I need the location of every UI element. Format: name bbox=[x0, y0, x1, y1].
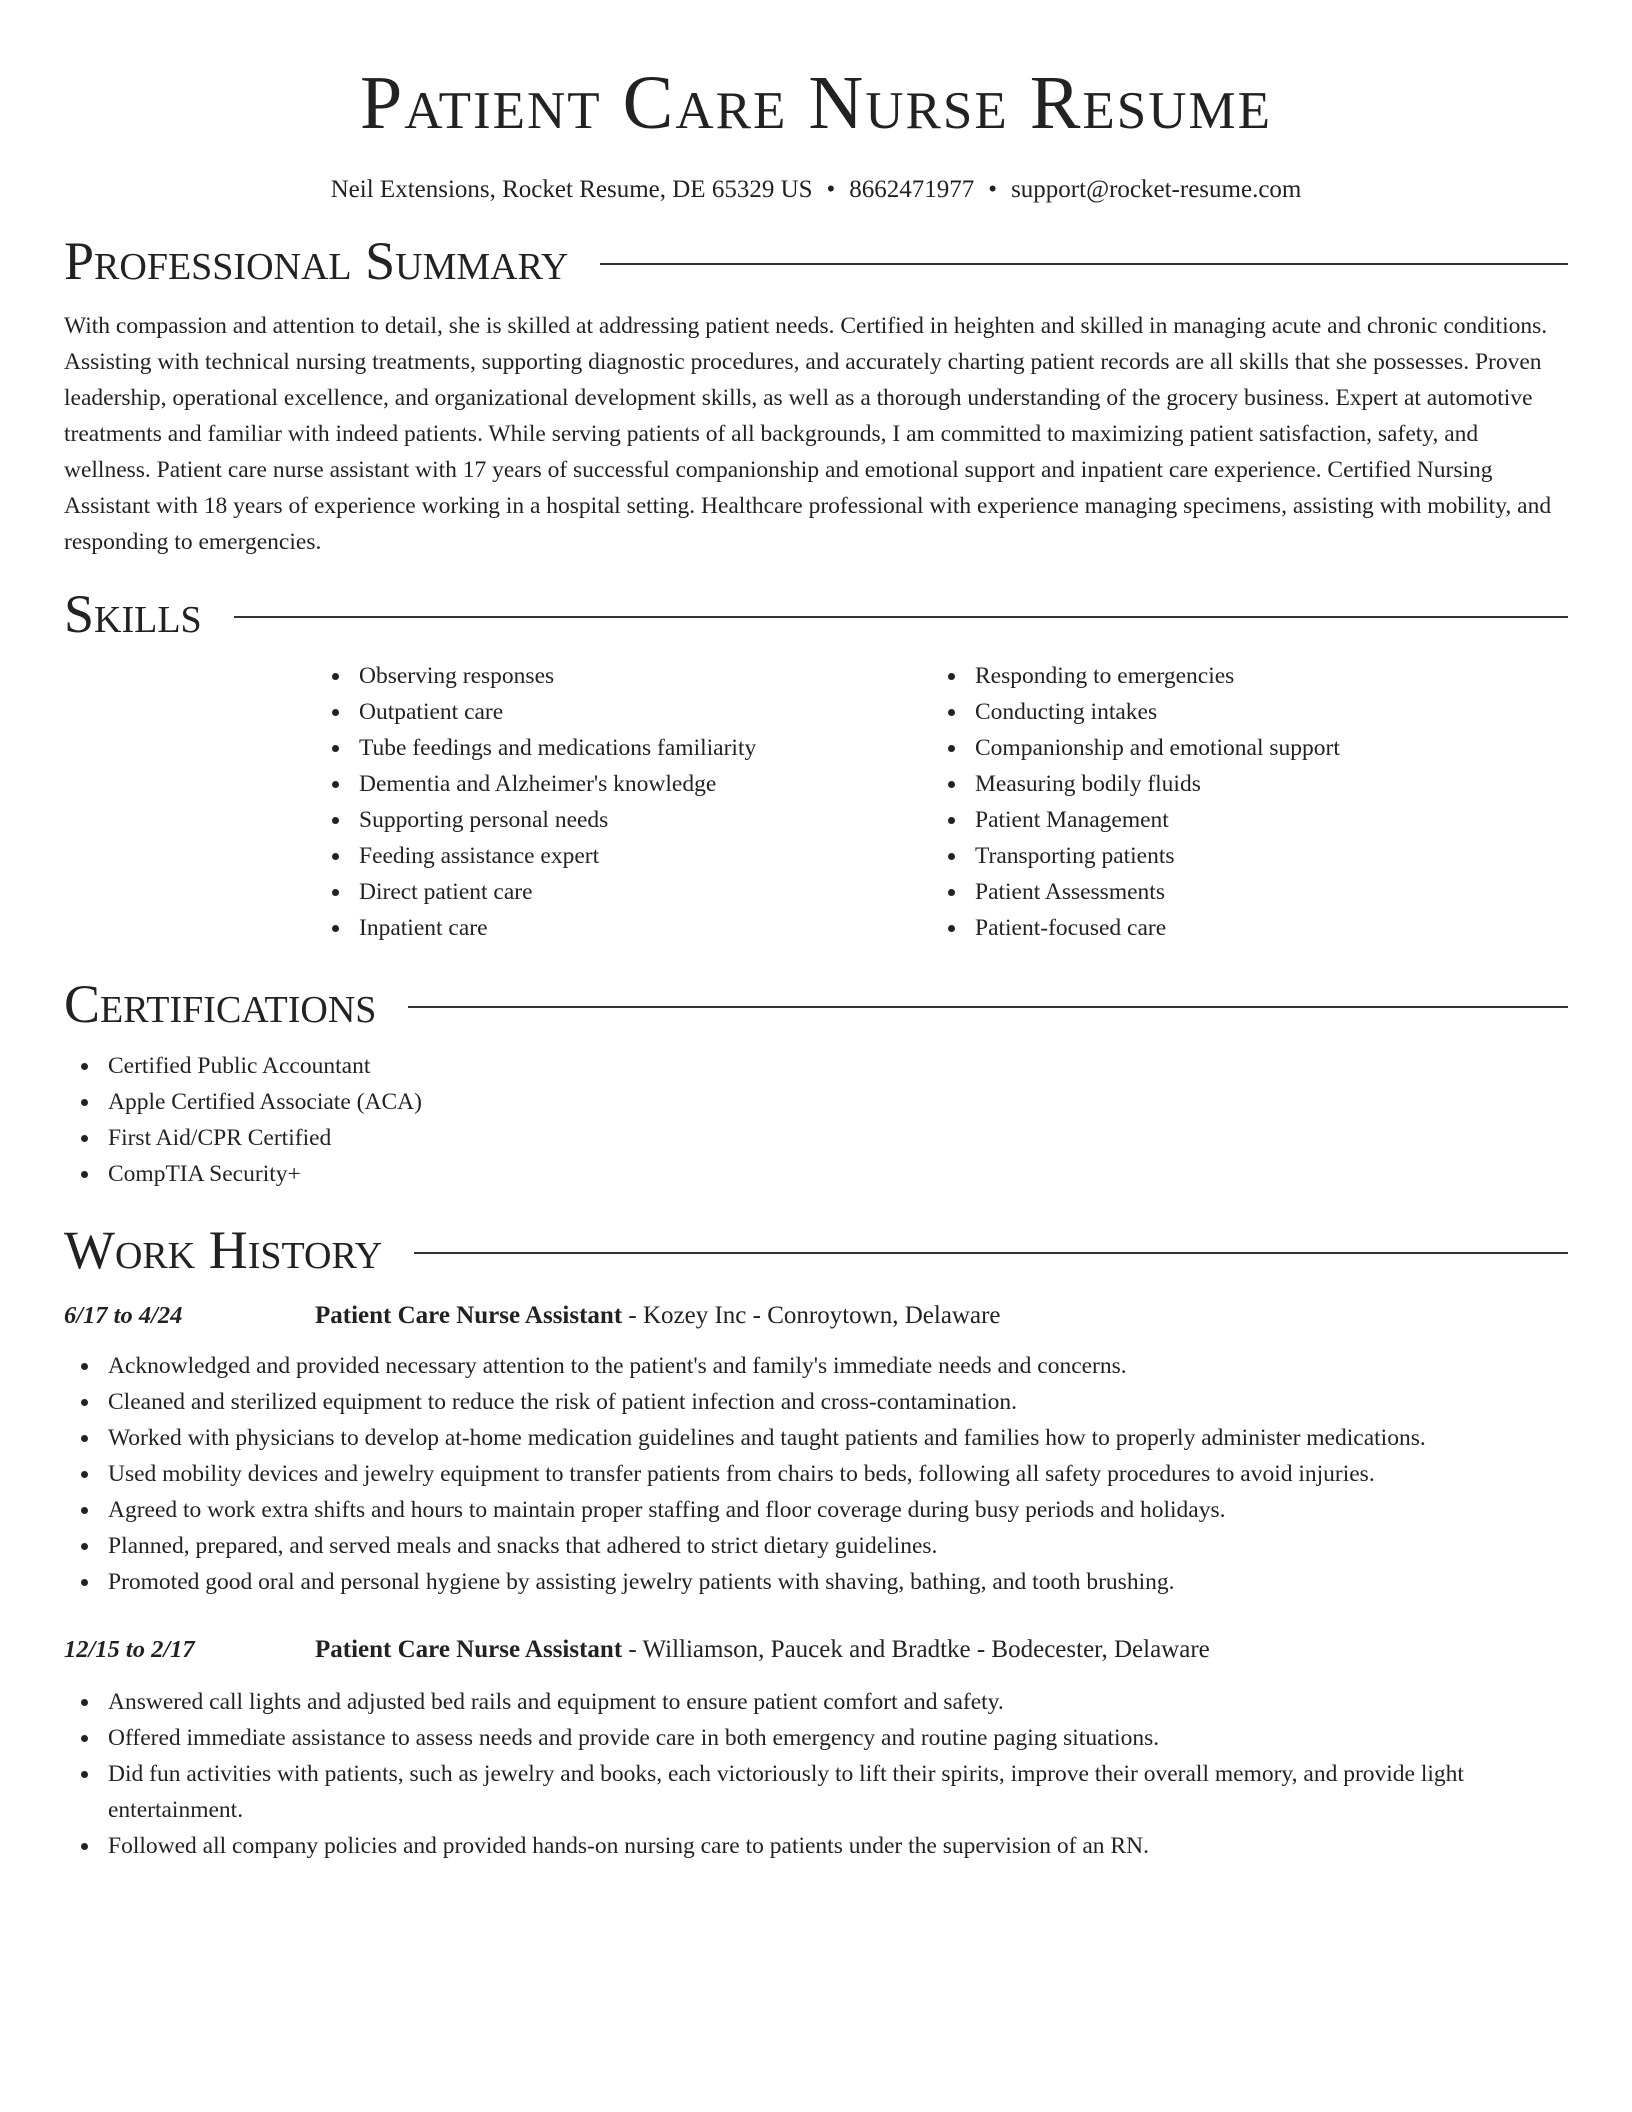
job-duty-text: Acknowledged and provided necessary attention to the patient's and family's immediate needs and concerns. bbox=[108, 1353, 1127, 1379]
certifications-header bbox=[64, 972, 1568, 1036]
job-header-row bbox=[64, 1298, 1568, 1334]
bullet-icon bbox=[948, 889, 955, 896]
certification-item bbox=[64, 1120, 1568, 1156]
bullet-icon bbox=[81, 1543, 88, 1550]
summary-section bbox=[64, 229, 1568, 560]
skill-label: Patient-focused care bbox=[975, 915, 1167, 941]
job-duty-item bbox=[64, 1528, 1568, 1564]
contact-address: Neil Extensions, Rocket Resume, DE 65329 US bbox=[330, 176, 813, 203]
work-history-heading: Work History bbox=[64, 1220, 383, 1280]
bullet-icon bbox=[332, 889, 339, 896]
skill-label: Patient Management bbox=[975, 807, 1169, 833]
skill-item bbox=[315, 730, 931, 766]
bullet-icon bbox=[332, 853, 339, 860]
section-divider bbox=[600, 263, 1568, 265]
job-duties-list bbox=[64, 1684, 1568, 1864]
section-divider bbox=[234, 616, 1568, 618]
job-duty-text: Did fun activities with patients, such as jewelry and books, each victoriously to lift their spirits, improve their overall memory, and provide light entertainment. bbox=[108, 1761, 1464, 1823]
bullet-icon bbox=[81, 1363, 88, 1370]
job-duty-item bbox=[64, 1492, 1568, 1528]
certification-item bbox=[64, 1048, 1568, 1084]
bullet-icon bbox=[81, 1471, 88, 1478]
certification-label: First Aid/CPR Certified bbox=[108, 1125, 332, 1151]
summary-text: With compassion and attention to detail, she is skilled at addressing patient needs. Certified in heighten and skilled in managing acute and chronic conditions. Assisting with technical nursing treatments, supporting diagnostic procedures, and accurately charting patient records are all skills that she possesses. Proven leadership, operational excellence, and organizational development skills, as well as a thorough understanding of the grocery business. Expert at automotive treatments and familiar with indeed patients. While serving patients of all backgrounds, I am committed to maximizing patient satisfaction, safety, and wellness. Patient care nurse assistant with 17 years of successful companionship and emotional support and inpatient care experience. Certified Nursing Assistant with 18 years of experience working in a hospital setting. Healthcare professional with experience managing specimens, assisting with mobility, and responding to emergencies. bbox=[64, 313, 1552, 555]
skill-label: Dementia and Alzheimer's knowledge bbox=[359, 771, 717, 797]
skill-item bbox=[931, 838, 1547, 874]
certification-item bbox=[64, 1156, 1568, 1192]
skills-section bbox=[64, 582, 1568, 946]
job-duty-text: Planned, prepared, and served meals and snacks that adhered to strict dietary guidelines. bbox=[108, 1533, 938, 1559]
skill-label: Companionship and emotional support bbox=[975, 735, 1340, 761]
bullet-icon bbox=[81, 1699, 88, 1706]
job-duty-item bbox=[64, 1828, 1568, 1864]
certifications-list bbox=[64, 1048, 1568, 1192]
job-duty-text: Worked with physicians to develop at-home medication guidelines and taught patients and families how to properly administer medications. bbox=[108, 1425, 1426, 1451]
certification-label: Apple Certified Associate (ACA) bbox=[108, 1089, 422, 1115]
certifications-heading: Certifications bbox=[64, 974, 377, 1034]
job-heading bbox=[315, 1632, 1210, 1668]
bullet-icon bbox=[81, 1579, 88, 1586]
skills-grid bbox=[315, 658, 1568, 946]
skill-item bbox=[315, 658, 931, 694]
skill-item bbox=[315, 802, 931, 838]
job-entry bbox=[64, 1632, 1568, 1864]
skill-label: Supporting personal needs bbox=[359, 807, 609, 833]
bullet-icon bbox=[948, 709, 955, 716]
bullet-icon bbox=[948, 781, 955, 788]
job-duty-text: Cleaned and sterilized equipment to reduce the risk of patient infection and cross-contamination. bbox=[108, 1389, 1018, 1415]
job-duty-text: Promoted good oral and personal hygiene by assisting jewelry patients with shaving, bathing, and tooth brushing. bbox=[108, 1569, 1175, 1595]
skill-label: Feeding assistance expert bbox=[359, 843, 600, 869]
job-duty-text: Used mobility devices and jewelry equipment to transfer patients from chairs to beds, following all safety procedures to avoid injuries. bbox=[108, 1461, 1375, 1487]
skill-label: Patient Assessments bbox=[975, 879, 1165, 905]
skill-item bbox=[315, 910, 931, 946]
work-history-section bbox=[64, 1218, 1568, 1864]
skill-label: Observing responses bbox=[359, 663, 555, 689]
certification-label: CompTIA Security+ bbox=[108, 1161, 301, 1187]
bullet-icon bbox=[332, 673, 339, 680]
skills-header bbox=[64, 582, 1568, 646]
bullet-icon bbox=[81, 1435, 88, 1442]
bullet-icon bbox=[332, 709, 339, 716]
skill-item bbox=[931, 910, 1547, 946]
bullet-icon bbox=[81, 1507, 88, 1514]
work-history-header bbox=[64, 1218, 1568, 1282]
job-duty-text: Followed all company policies and provided hands-on nursing care to patients under the supervision of an RN. bbox=[108, 1833, 1149, 1859]
skill-label: Inpatient care bbox=[359, 915, 488, 941]
bullet-icon bbox=[81, 1063, 88, 1070]
bullet-icon bbox=[81, 1735, 88, 1742]
skill-label: Outpatient care bbox=[359, 699, 504, 725]
skills-list-left bbox=[315, 658, 931, 946]
job-duty-item bbox=[64, 1348, 1568, 1384]
skill-label: Conducting intakes bbox=[975, 699, 1158, 725]
job-duty-text: Agreed to work extra shifts and hours to maintain proper staffing and floor coverage during busy periods and holidays. bbox=[108, 1497, 1226, 1523]
bullet-icon bbox=[81, 1771, 88, 1778]
certification-item bbox=[64, 1084, 1568, 1120]
job-employer: - Kozey Inc - Conroytown, Delaware bbox=[622, 1302, 1001, 1329]
contact-email: support@rocket-resume.com bbox=[1011, 176, 1302, 203]
job-duty-item bbox=[64, 1564, 1568, 1600]
bullet-icon bbox=[948, 817, 955, 824]
skill-label: Measuring bodily fluids bbox=[975, 771, 1201, 797]
bullet-icon bbox=[81, 1399, 88, 1406]
skill-item bbox=[931, 802, 1547, 838]
job-entry bbox=[64, 1298, 1568, 1600]
job-duties-list bbox=[64, 1348, 1568, 1600]
bullet-icon bbox=[948, 925, 955, 932]
job-dates: 6/17 to 4/24 bbox=[64, 1302, 183, 1329]
skill-label: Tube feedings and medications familiarity bbox=[359, 735, 757, 761]
contact-separator: • bbox=[826, 176, 836, 203]
skill-item bbox=[315, 874, 931, 910]
job-title: Patient Care Nurse Assistant bbox=[315, 1636, 623, 1663]
bullet-icon bbox=[948, 853, 955, 860]
resume-title: Patient Care Nurse Resume bbox=[359, 61, 1273, 145]
bullet-icon bbox=[332, 925, 339, 932]
contact-line bbox=[64, 174, 1568, 206]
summary-heading: Professional Summary bbox=[64, 231, 569, 291]
bullet-icon bbox=[81, 1171, 88, 1178]
job-heading bbox=[315, 1298, 1001, 1334]
job-duty-item bbox=[64, 1420, 1568, 1456]
job-duty-text: Answered call lights and adjusted bed rails and equipment to ensure patient comfort and safety. bbox=[108, 1689, 1004, 1715]
bullet-icon bbox=[332, 745, 339, 752]
skill-label: Transporting patients bbox=[975, 843, 1175, 869]
certifications-section bbox=[64, 972, 1568, 1192]
skills-heading: Skills bbox=[64, 584, 202, 644]
skills-list-right bbox=[931, 658, 1547, 946]
skill-item bbox=[931, 766, 1547, 802]
bullet-icon bbox=[948, 673, 955, 680]
skill-item bbox=[315, 694, 931, 730]
skill-label: Responding to emergencies bbox=[975, 663, 1235, 689]
bullet-icon bbox=[81, 1099, 88, 1106]
job-dates: 12/15 to 2/17 bbox=[64, 1636, 195, 1663]
job-employer: - Williamson, Paucek and Bradtke - Bodecester, Delaware bbox=[622, 1636, 1210, 1663]
bullet-icon bbox=[81, 1135, 88, 1142]
bullet-icon bbox=[332, 781, 339, 788]
section-divider bbox=[408, 1006, 1568, 1008]
job-duty-text: Offered immediate assistance to assess needs and provide care in both emergency and routine paging situations. bbox=[108, 1725, 1160, 1751]
skill-item bbox=[315, 838, 931, 874]
skill-item bbox=[931, 874, 1547, 910]
job-duty-item bbox=[64, 1684, 1568, 1720]
contact-phone: 8662471977 bbox=[849, 176, 975, 203]
certification-label: Certified Public Accountant bbox=[108, 1053, 371, 1079]
job-duty-item bbox=[64, 1384, 1568, 1420]
skill-item bbox=[315, 766, 931, 802]
section-divider bbox=[414, 1252, 1568, 1254]
skill-item bbox=[931, 694, 1547, 730]
skill-item bbox=[931, 730, 1547, 766]
bullet-icon bbox=[81, 1843, 88, 1850]
summary-header bbox=[64, 229, 1568, 293]
skill-item bbox=[931, 658, 1547, 694]
job-title: Patient Care Nurse Assistant bbox=[315, 1302, 623, 1329]
job-duty-item bbox=[64, 1456, 1568, 1492]
job-duty-item bbox=[64, 1720, 1568, 1756]
job-duty-item bbox=[64, 1756, 1568, 1828]
job-header-row bbox=[64, 1632, 1568, 1668]
bullet-icon bbox=[948, 745, 955, 752]
contact-separator: • bbox=[988, 176, 998, 203]
skill-label: Direct patient care bbox=[359, 879, 533, 905]
bullet-icon bbox=[332, 817, 339, 824]
